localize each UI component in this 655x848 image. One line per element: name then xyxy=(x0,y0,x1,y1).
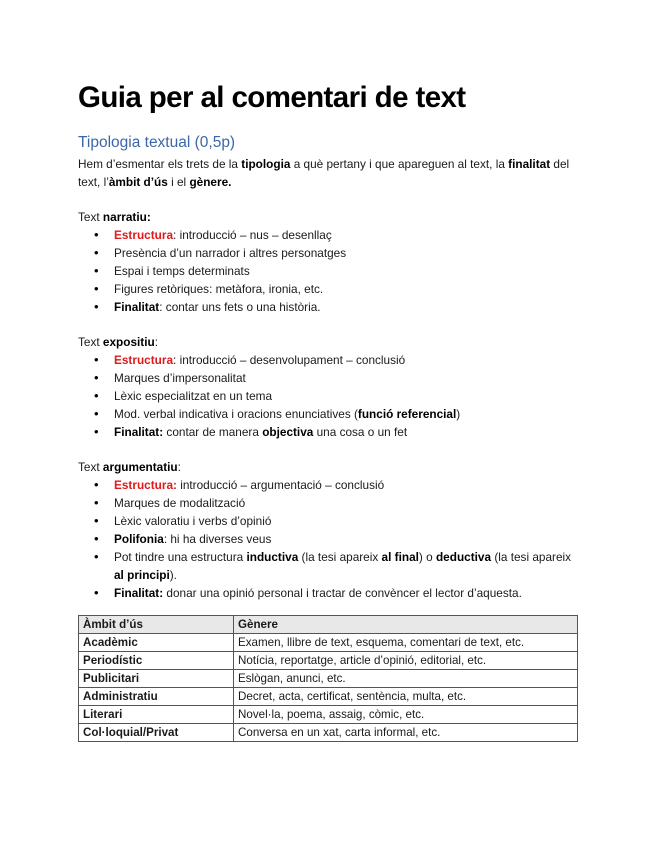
item-text: Mod. verbal indicativa i oracions enunciatives ( xyxy=(114,407,358,421)
cell-genere: Examen, llibre de text, esquema, comentari de text, etc. xyxy=(234,634,578,652)
narratiu-bold: narratiu: xyxy=(102,210,151,224)
expositiu-prefix: Text xyxy=(78,335,103,349)
page-title: Guia per al comentari de text xyxy=(78,81,466,114)
intro-text-4: i el xyxy=(167,175,190,189)
cell-genere: Decret, acta, certificat, sentència, multa, etc. xyxy=(234,688,578,706)
argumentatiu-prefix: Text xyxy=(78,460,103,474)
item-text: : hi ha diverses veus xyxy=(163,532,272,546)
table-row xyxy=(79,688,578,706)
intro-text-3: del text, l’ xyxy=(78,157,570,189)
finalitat-label: Finalitat: xyxy=(114,586,164,600)
list-item xyxy=(78,387,580,405)
item-text: Lèxic especialitzat en un tema xyxy=(114,389,273,403)
item-text: contar de manera xyxy=(163,425,263,439)
list-item xyxy=(78,584,580,602)
cell-genere: Novel·la, poema, assaig, còmic, etc. xyxy=(234,706,578,724)
item-text: Marques d’impersonalitat xyxy=(114,371,246,385)
intro-bold-genere: gènere. xyxy=(189,175,232,189)
list-item xyxy=(78,280,580,298)
item-text: Espai i temps determinats xyxy=(114,264,250,278)
item-text: ). xyxy=(169,568,177,582)
item-text: una cosa o un fet xyxy=(313,425,408,439)
cell-ambit: Publicitari xyxy=(79,670,234,688)
al-final-bold: al final xyxy=(381,550,419,564)
argumentatiu-suffix: : xyxy=(177,460,181,474)
cell-ambit: Acadèmic xyxy=(79,634,234,652)
intro-paragraph xyxy=(78,155,580,191)
argumentatiu-list xyxy=(78,476,580,602)
list-item xyxy=(78,423,580,441)
item-text: introducció – argumentació – conclusió xyxy=(176,478,385,492)
item-text: (la tesi apareix xyxy=(298,550,382,564)
polifonia-label: Polifonia xyxy=(114,532,164,546)
item-text: : introducció – desenvolupament – conclusió xyxy=(173,353,406,367)
list-item xyxy=(78,530,580,548)
al-principi-bold: al principi xyxy=(114,568,170,582)
document-page xyxy=(78,80,580,742)
table-header-row xyxy=(79,616,578,634)
estructura-label: Estructura: xyxy=(114,478,177,492)
item-text: Figures retòriques: metàfora, ironia, etc. xyxy=(114,282,324,296)
list-item xyxy=(78,476,580,494)
list-item xyxy=(78,298,580,316)
intro-bold-finalitat: finalitat xyxy=(508,157,551,171)
ambit-genere-table xyxy=(78,615,578,742)
item-text: ) o xyxy=(418,550,436,564)
cell-ambit: Periodístic xyxy=(79,652,234,670)
expositiu-bold: expositiu xyxy=(102,335,155,349)
expositiu-list xyxy=(78,351,580,441)
narratiu-list xyxy=(78,226,580,316)
item-text: donar una opinió personal i tractar de convèncer el lector d’aquesta. xyxy=(163,586,522,600)
argumentatiu-label xyxy=(78,458,580,476)
narratiu-prefix: Text xyxy=(78,210,103,224)
inductiva-bold: inductiva xyxy=(246,550,299,564)
table-row xyxy=(79,706,578,724)
intro-text-1: Hem d’esmentar els trets de la xyxy=(78,157,242,171)
deductiva-bold: deductiva xyxy=(435,550,492,564)
item-text: : contar uns fets o una història. xyxy=(159,300,321,314)
header-genere: Gènere xyxy=(234,616,578,634)
intro-bold-tipologia: tipologia xyxy=(241,157,291,171)
list-item xyxy=(78,262,580,280)
list-item xyxy=(78,369,580,387)
section-heading: Tipologia textual (0,5p) xyxy=(78,134,236,151)
funcio-referencial: funció referencial xyxy=(357,407,457,421)
expositiu-label xyxy=(78,333,580,351)
cell-genere: Notícia, reportatge, article d’opinió, editorial, etc. xyxy=(234,652,578,670)
estructura-label: Estructura xyxy=(114,353,174,367)
cell-ambit: Literari xyxy=(79,706,234,724)
list-item xyxy=(78,548,580,584)
item-text: Lèxic valoratiu i verbs d’opinió xyxy=(114,514,272,528)
table-row xyxy=(79,724,578,742)
item-text: Presència d’un narrador i altres personatges xyxy=(114,246,347,260)
cell-genere: Eslògan, anunci, etc. xyxy=(234,670,578,688)
finalitat-label: Finalitat: xyxy=(114,425,164,439)
header-ambit: Àmbit d’ús xyxy=(79,616,234,634)
intro-text-2: a què pertany i que apareguen al text, la xyxy=(290,157,509,171)
table-row xyxy=(79,634,578,652)
list-item xyxy=(78,494,580,512)
expositiu-suffix: : xyxy=(154,335,158,349)
list-item xyxy=(78,226,580,244)
cell-genere: Conversa en un xat, carta informal, etc. xyxy=(234,724,578,742)
cell-ambit: Col·loquial/Privat xyxy=(79,724,234,742)
item-text: (la tesi apareix xyxy=(491,550,572,564)
intro-bold-ambit: àmbit d’ús xyxy=(108,175,168,189)
item-text: ) xyxy=(456,407,461,421)
list-item xyxy=(78,351,580,369)
finalitat-label: Finalitat xyxy=(114,300,160,314)
list-item xyxy=(78,405,580,423)
item-text: : introducció – nus – desenllaç xyxy=(173,228,332,242)
item-text: Marques de modalització xyxy=(114,496,246,510)
objectiva-bold: objectiva xyxy=(262,425,314,439)
list-item xyxy=(78,244,580,262)
table-row xyxy=(79,652,578,670)
narratiu-label xyxy=(78,208,580,226)
estructura-label: Estructura xyxy=(114,228,174,242)
cell-ambit: Administratiu xyxy=(79,688,234,706)
argumentatiu-bold: argumentatiu xyxy=(102,460,178,474)
list-item xyxy=(78,512,580,530)
item-text: Pot tindre una estructura xyxy=(114,550,247,564)
table-row xyxy=(79,670,578,688)
